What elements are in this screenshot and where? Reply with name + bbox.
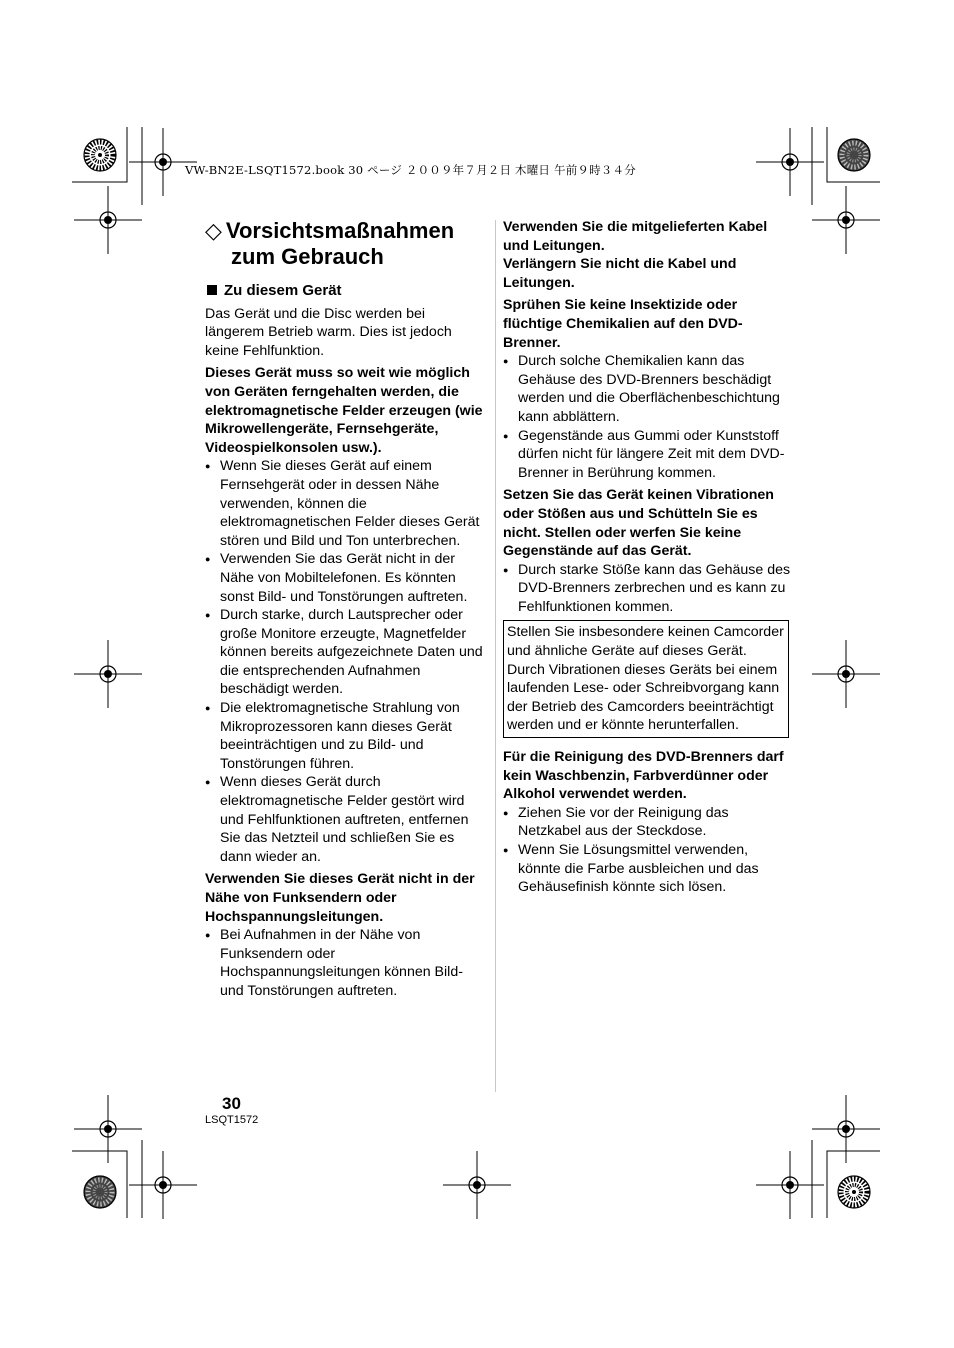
intro-text: Das Gerät und die Disc werden bei längerem Betrieb warm. Dies ist jedoch keine Fehlfunktion. bbox=[205, 305, 452, 359]
section-heading: Zu diesem Gerät bbox=[205, 282, 487, 301]
cable-extension-warning: Verlängern Sie nicht die Kabel und Leitungen. bbox=[503, 256, 737, 291]
page-title: ◇ Vorsichtsmaßnahmen zum Gebrauch bbox=[205, 218, 455, 269]
vibration-bullet-list bbox=[503, 561, 791, 617]
page-number: 30 bbox=[222, 1094, 241, 1113]
document-code: LSQT1572 bbox=[205, 1114, 259, 1126]
diamond-icon: ◇ bbox=[205, 218, 222, 243]
list-item: ● Durch solche Chemikalien kann das Gehäuse des DVD-Brenners beschädigt werden und die Oberflächenbeschichtung kann abblättern. bbox=[503, 352, 791, 426]
list-item: ● Wenn Sie Lösungsmittel verwenden, könnte die Farbe ausbleichen und das Gehäusefinish könnte sich lösen. bbox=[503, 841, 791, 897]
column-divider bbox=[495, 220, 496, 1092]
vibration-warning: Setzen Sie das Gerät keinen Vibrationen oder Stößen aus und Schütteln Sie es nicht. Stellen oder werfen Sie keine Gegenstände auf das Gerät. bbox=[503, 487, 774, 560]
list-item: ● Gegenstände aus Gummi oder Kunststoff dürfen nicht für längere Zeit mit dem DVD-Brenner in Berührung kommen. bbox=[503, 427, 791, 483]
list-item: ● Ziehen Sie vor der Reinigung das Netzkabel aus der Steckdose. bbox=[503, 804, 791, 841]
spray-warning: Sprühen Sie keine Insektizide oder flüchtige Chemikalien auf den DVD-Brenner. bbox=[503, 297, 743, 351]
cleaning-warning: Für die Reinigung des DVD-Brenners darf kein Waschbenzin, Farbverdünner oder Alkohol verwendet werden. bbox=[503, 749, 784, 803]
list-item: ● Durch starke, durch Lautsprecher oder große Monitore erzeugte, Magnetfelder können bereits aufgezeichnete Daten und die entsprechenden Aufnahmen beschädigt werden. bbox=[205, 606, 487, 699]
warning-radio: Verwenden Sie dieses Gerät nicht in der Nähe von Funksendern oder Hochspannungsleitungen. bbox=[205, 871, 475, 925]
list-item: ● Wenn Sie dieses Gerät auf einem Fernsehgerät oder in dessen Nähe verwenden, können die elektromagnetischen Felder dieses Gerät stören und Bild und Ton unterbrechen. bbox=[205, 457, 487, 550]
warning-emf: Dieses Gerät muss so weit wie möglich von Geräten ferngehalten werden, die elektromagnetische Felder erzeugen (wie Mikrowellengeräte, Fernsehgeräte, Videospielkonsolen usw.). bbox=[205, 365, 483, 456]
list-item: ● Die elektromagnetische Strahlung von Mikroprozessoren kann dieses Gerät beeinträchtigen und zu Bild- und Tonstörungen führen. bbox=[205, 699, 487, 773]
list-item: ● Bei Aufnahmen in der Nähe von Funksendern oder Hochspannungsleitungen können Bild- und Tonstörungen auftreten. bbox=[205, 926, 487, 1000]
square-bullet-icon bbox=[207, 285, 217, 295]
cable-instruction: Verwenden Sie die mitgelieferten Kabel und Leitungen. bbox=[503, 219, 768, 254]
spray-bullet-list bbox=[503, 352, 791, 482]
right-column bbox=[503, 218, 791, 897]
list-item: ● Verwenden Sie das Gerät nicht in der Nähe von Mobiltelefonen. Es könnten sonst Bild- und Tonstörungen auftreten. bbox=[205, 550, 487, 606]
note-text: Stellen Sie insbesondere keinen Camcorder und ähnliche Geräte auf dieses Gerät. Durch Vibrationen dieses Geräts bei einem laufenden Lese- oder Schreibvorgang kann der Betrieb des Camcorders beeinträchtigt werden und er könnte herunterfallen. bbox=[507, 624, 784, 734]
cleaning-bullet-list bbox=[503, 804, 791, 897]
print-info-header: VW-BN2E-LSQT1572.book 30 ページ ２００９年７月２日 木曜日 午前９時３４分 bbox=[185, 163, 636, 177]
list-item: ● Wenn dieses Gerät durch elektromagnetische Felder gestört wird und Fehlfunktionen auftreten, entfernen Sie das Netzteil und schließen Sie es dann wieder an. bbox=[205, 773, 487, 866]
list-item: ● Durch starke Stöße kann das Gehäuse des DVD-Brenners zerbrechen und es kann zu Fehlfunktionen kommen. bbox=[503, 561, 791, 617]
emf-bullet-list bbox=[205, 457, 487, 866]
note-box bbox=[503, 620, 789, 738]
left-column bbox=[205, 218, 487, 1001]
radio-bullet-list bbox=[205, 926, 487, 1000]
